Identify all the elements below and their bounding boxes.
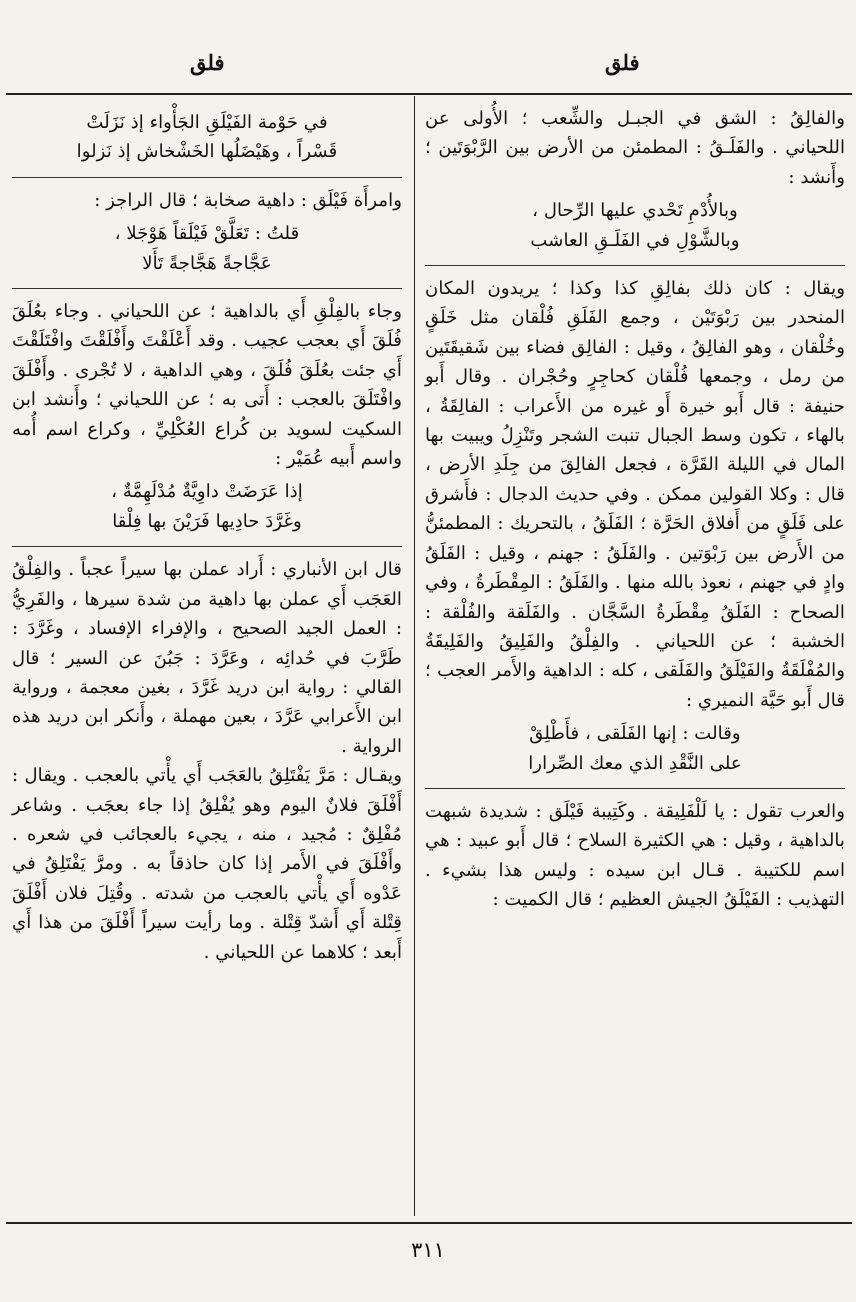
verse-block (12, 108, 402, 167)
verse-line: في حَوْمة الفَيْلَقِ الجَأْواء إذ نَزَلَتْ (86, 112, 328, 133)
verse-line: وبالأُدْمِ تَحْدي عليها الرِّحال ، (532, 200, 738, 222)
section-separator (425, 788, 845, 789)
top-rule (6, 93, 852, 95)
header-right: فلق (605, 50, 640, 75)
prose-paragraph: ويقـال : مَرَّ يَفْتَلِقُ بالعَجَب أَي يأْتي بالعجب . ويقال : أَفْلَقَ فلانٌ اليوم وهو يُفْلِقُ إذا جاء بعجَب . وشاعر مُفْلِقٌ : مُجيد ، منه ، يجيء بالعجائب في شعره . وأَفْلَقَ في الأَمر إذا كان حاذقاً به . ومرَّ يَفْتَلِقُ في عَدْوه أَي يأْتي بالعجب من شدته . وقُتِلَ فلان أَفْلَقَ قِتْلة أَي أَشدّ قِتْلة . وما رأيت سيراً أَفْلَقَ من هذا أَي أَبعد ؛ كلاهما عن اللحياني . (12, 765, 402, 963)
right-column (425, 104, 845, 915)
section-separator (12, 288, 402, 289)
page-number: ٣١١ (411, 1238, 445, 1262)
verse-block (12, 477, 402, 536)
section-separator (425, 265, 845, 266)
header-left: فلق (190, 50, 225, 75)
verse-line: إذا عَرَضَتْ داوِيَّةٌ مُدْلَهِمَّةٌ ، (111, 481, 303, 503)
prose-paragraph: وجاء بالفِلْقِ أَي بالداهية ؛ عن اللحياني . وجاء بعُلَقَ فُلَقَ أَي بعجب عجيب . وقد أَعْلَقْتَ وأَفْلَقْتَ وافْتَلَقْتَ أَي جئت بعُلَقَ فُلَقَ ، وهي الداهية ، لا تُجْرى . وأَفْلَقَ وافْتَلَقَ بالعجب : أَتى به ؛ عن اللحياني ؛ وأَنشد ابن السكيت لسويد بن كُراع العُكْلِيِّ ، وكراع اسم أُمه واسم أَبيه عُمَيْر : (12, 301, 402, 470)
prose-paragraph: ويقال : كان ذلك بفالِقِ كذا وكذا ؛ يريدون المكان المنحدر بين رَبْوَتَيْن ، وجمع الفَلَقِ فُلْقان مثل خَلَقٍ وخُلْقان ، وهو الفالِقُ ، وقيل : الفالِق فضاء بين شَقيقَتَين من رمل ، وجمعها فُلْقان كحاجِرٍ وحُجْران . وقال أَبو حنيفة : قال أَبو خيرة أَو غيره من الأَعراب : الفالِقَةُ ، بالهاء ، تكون وسط الجبال تنبت الشجر وتَنْزِلُ ويبيت بها المال في الليلة القَرَّة ، فجعل الفالِقَ من جِلَدِ الأرض ، قال : وكلا القولين ممكن . وفي حديث الدجال : فأَشرق على فَلَقٍ من أَفلاق الحَرَّة ؛ الفَلَقُ ، بالتحريك : المطمئنُّ من الأَرض بين رَبْوَتين . والفَلَقُ : جهنم ، وقيل : الفَلَقُ وادٍ في جهنم ، نعوذ بالله منها . والفَلَقُ : المِقْطَرةُ ، وفي الصحاح : الفَلَقُ مِقْطَرةُ السَّجَّان . والفَلَقة والفُلْقة : الخشبة ؛ عن اللحياني . والفِلْقُ والفَلِيقُ والفَلِيقَةُ والمُفْلَقَةُ والفَيْلَقُ والفَلَقى ، كله : الداهية والأَمر العجب ؛ قال أَبو حَيَّة النميري : (425, 278, 845, 711)
verse-line: عَجَّاجةً هَجَّاجةً تَأَلا (142, 252, 272, 274)
verse-block (12, 219, 402, 278)
verse-line: على النَّقْدِ الذي معك الصِّرارا (528, 752, 742, 774)
verse-line: قَسْراً ، وهَيْضَلُها الخَشْخاش إذ نَزلوا (76, 141, 338, 163)
verse-line: قلتُ : تَعَلَّقْ فَيْلَقاً هَوْجَلا ، (114, 223, 300, 245)
section-separator (12, 177, 402, 178)
verse-block (425, 196, 845, 255)
prose-paragraph: وامرأَة فَيْلَق : داهية صخابة ؛ قال الراجز : (94, 189, 402, 211)
prose-paragraph: والفالِقُ : الشق في الجبـل والشِّعب ؛ الأُولى عن اللحياني . والفَلَـقُ : المطمئن من الأرض بين الرَّبْوَتَين ؛ وأَنشد : (425, 108, 845, 188)
bottom-rule (6, 1222, 852, 1224)
verse-line: وغَرَّدَ حادِيها فَرَيْنَ بها فِلْقا (112, 510, 302, 532)
verse-line: وبالشَّوْلِ في الفَلَـقِ العاشب (530, 229, 740, 251)
verse-line: وقالت : إنها الفَلَقى ، فأَطْلِقْ (529, 723, 741, 745)
column-divider (414, 96, 415, 1216)
prose-paragraph: والعرب تقول : يا لَلْفَلِيقة . وكَتِيبة فَيْلَق : شديدة شبهت بالداهية ، وقيل : هي الكثيرة السلاح ؛ قال أَبو عبيد : هي اسم للكتيبة . قـال ابن سيده : وليس هذا بشيء . التهذيب : الفَيْلَقُ الجيش العظيم ؛ قال الكميت : (425, 800, 845, 911)
verse-block (425, 719, 845, 778)
section-separator (12, 546, 402, 547)
left-column (12, 104, 402, 967)
prose-paragraph: قال ابن الأنباري : أَراد عملن بها سيراً عجباً . والفِلْقُ العَجَب أَي عملن بها داهية من شدة سيرها ، والفَرِيُّ : العمل الجيد الصحيح ، والإفراء الإفساد ، وغَرَّدَ : طَرَّبَ في حُدائِه ، وعَرَّدَ : جَبُنَ عن السير ؛ قال القالي : رواية ابن دريد غَرَّدَ ، بغين معجمة ، ورواية ابن الأَعرابي عَرَّدَ ، بعين مهملة ، وأَنكر ابن دريد هذه الرواية . (12, 559, 402, 757)
